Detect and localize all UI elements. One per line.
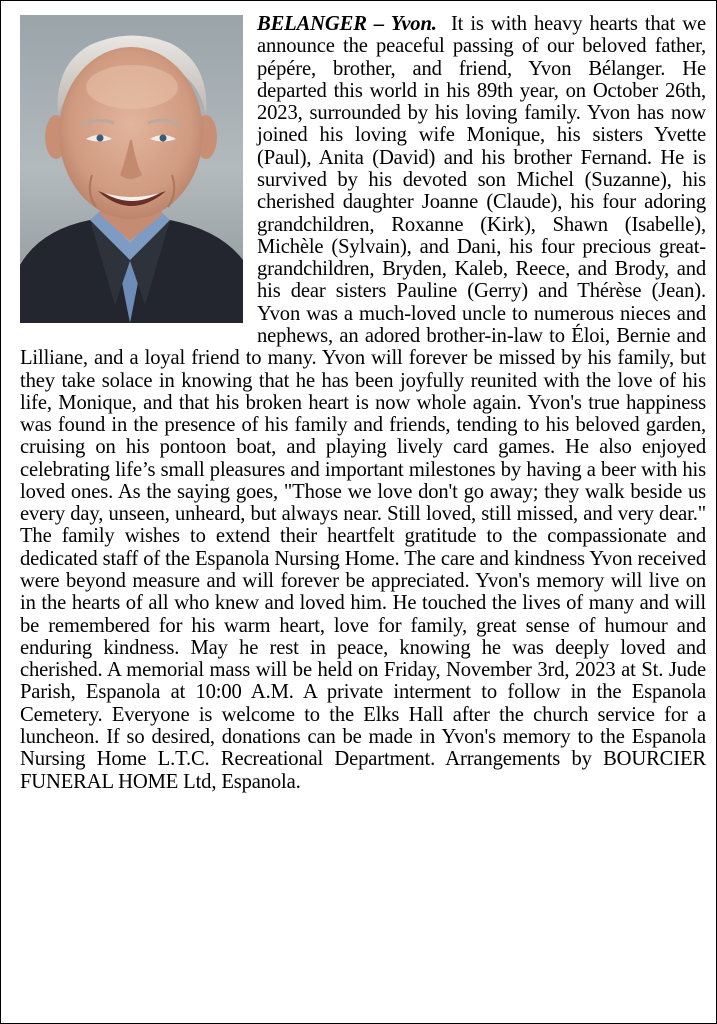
portrait-photo xyxy=(20,15,243,323)
portrait-illustration xyxy=(20,15,243,323)
obituary-notice xyxy=(20,13,706,1018)
deceased-name: BELANGER – Yvon. xyxy=(257,13,437,35)
obituary-body: It is with heavy hearts that we announce the peaceful passing of our beloved father, pépére, brother, and friend, Yvon Bélanger. He departed this world in his 89th year, on October 26th, 2023, surrounded by his loving family. Yvon has now joined his loving wife Monique, his sisters Yvette (Paul), Anita (David) and his brother Fernand. He is survived by his devoted son Michel (Suzanne), his cherished daughter Joanne (Claude), his four adoring grandchildren, Roxanne (Kirk), Shawn (Isabelle), Michèle (Sylvain), and Dani, his four precious great-grandchildren, Bryden, Kaleb, Reece, and Brody, and his dear sisters Pauline (Gerry) and Thérèse (Jean). Yvon was a much-loved uncle to numerous nieces and nephews, an adored brother-in-law to Éloi, Bernie and Lilliane, and a loyal friend to many. Yvon will forever be missed by his family, but they take solace in knowing that he has been joyfully reunited with the love of his life, Monique, and that his broken heart is now whole again. Yvon's true happiness was found in the presence of his family and friends, tending to his beloved garden, cruising on his pontoon boat, and playing lively card games. He also enjoyed celebrating life’s small pleasures and important milestones by having a beer with his loved ones. As the saying goes, "Those we love don't go away; they walk beside us every day, unseen, unheard, but always near. Still loved, still missed, and very dear." The family wishes to extend their heartfelt gratitude to the compassionate and dedicated staff of the Espanola Nursing Home. The care and kindness Yvon received were beyond measure and will forever be appreciated. Yvon's memory will live on in the hearts of all who knew and loved him. He touched the lives of many and will be remembered for his warm heart, love for family, great sense of humour and enduring kindness. May he rest in peace, knowing he was deeply loved and cherished. A memorial mass will be held on Friday, November 3rd, 2023 at St. Jude Parish, Espanola at 10:00 A.M. A private interment to follow in the Espanola Cemetery. Everyone is welcome to the Elks Hall after the church service for a luncheon. If so desired, donations can be made in Yvon's memory to the Espanola Nursing Home L.T.C. Recreational Department. Arrangements by BOURCIER FUNERAL HOME Ltd, Espanola. xyxy=(20,13,706,793)
